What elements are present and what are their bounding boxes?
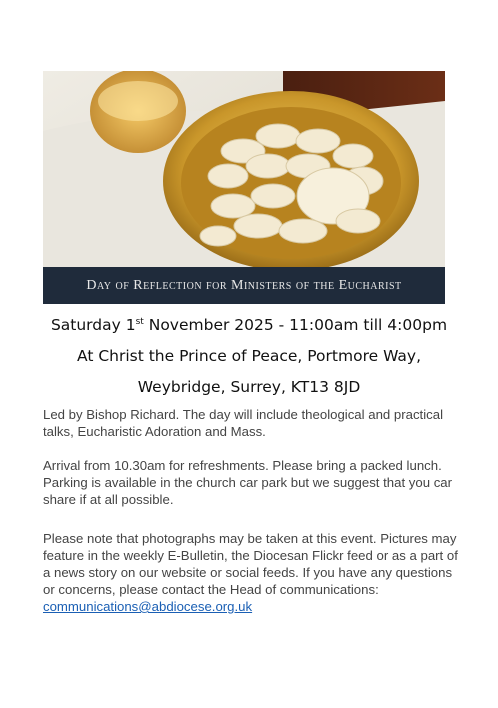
contact-email-link[interactable]: communications@abdiocese.org.uk	[43, 599, 253, 614]
event-venue-line1: At Christ the Prince of Peace, Portmore Way,	[76, 347, 421, 365]
banner-title: Day of Reflection for Ministers of the Eucharist	[86, 277, 402, 293]
arrival-paragraph: Arrival from 10.30am for refreshments. Please bring a packed lunch. Parking is available in the church car park but we suggest that you car share if at all possible.	[43, 458, 453, 507]
intro-paragraph: Led by Bishop Richard. The day will include theological and practical talks, Eucharistic Adoration and Mass.	[43, 407, 444, 439]
title-banner	[43, 267, 445, 304]
photo-notice-paragraph: Please note that photographs may be taken at this event. Pictures may feature in the weekly E-Bulletin, the Diocesan Flickr feed or as a part of a news story on our website or social feeds. If you have any questions or concerns, please contact the Head of communications: communications@abdiocese.org.uk	[43, 531, 458, 614]
event-date: Saturday 1st November 2025 - 11:00am till 4:00pm	[50, 316, 448, 334]
event-venue-line2: Weybridge, Surrey, KT13 8JD	[137, 378, 361, 396]
